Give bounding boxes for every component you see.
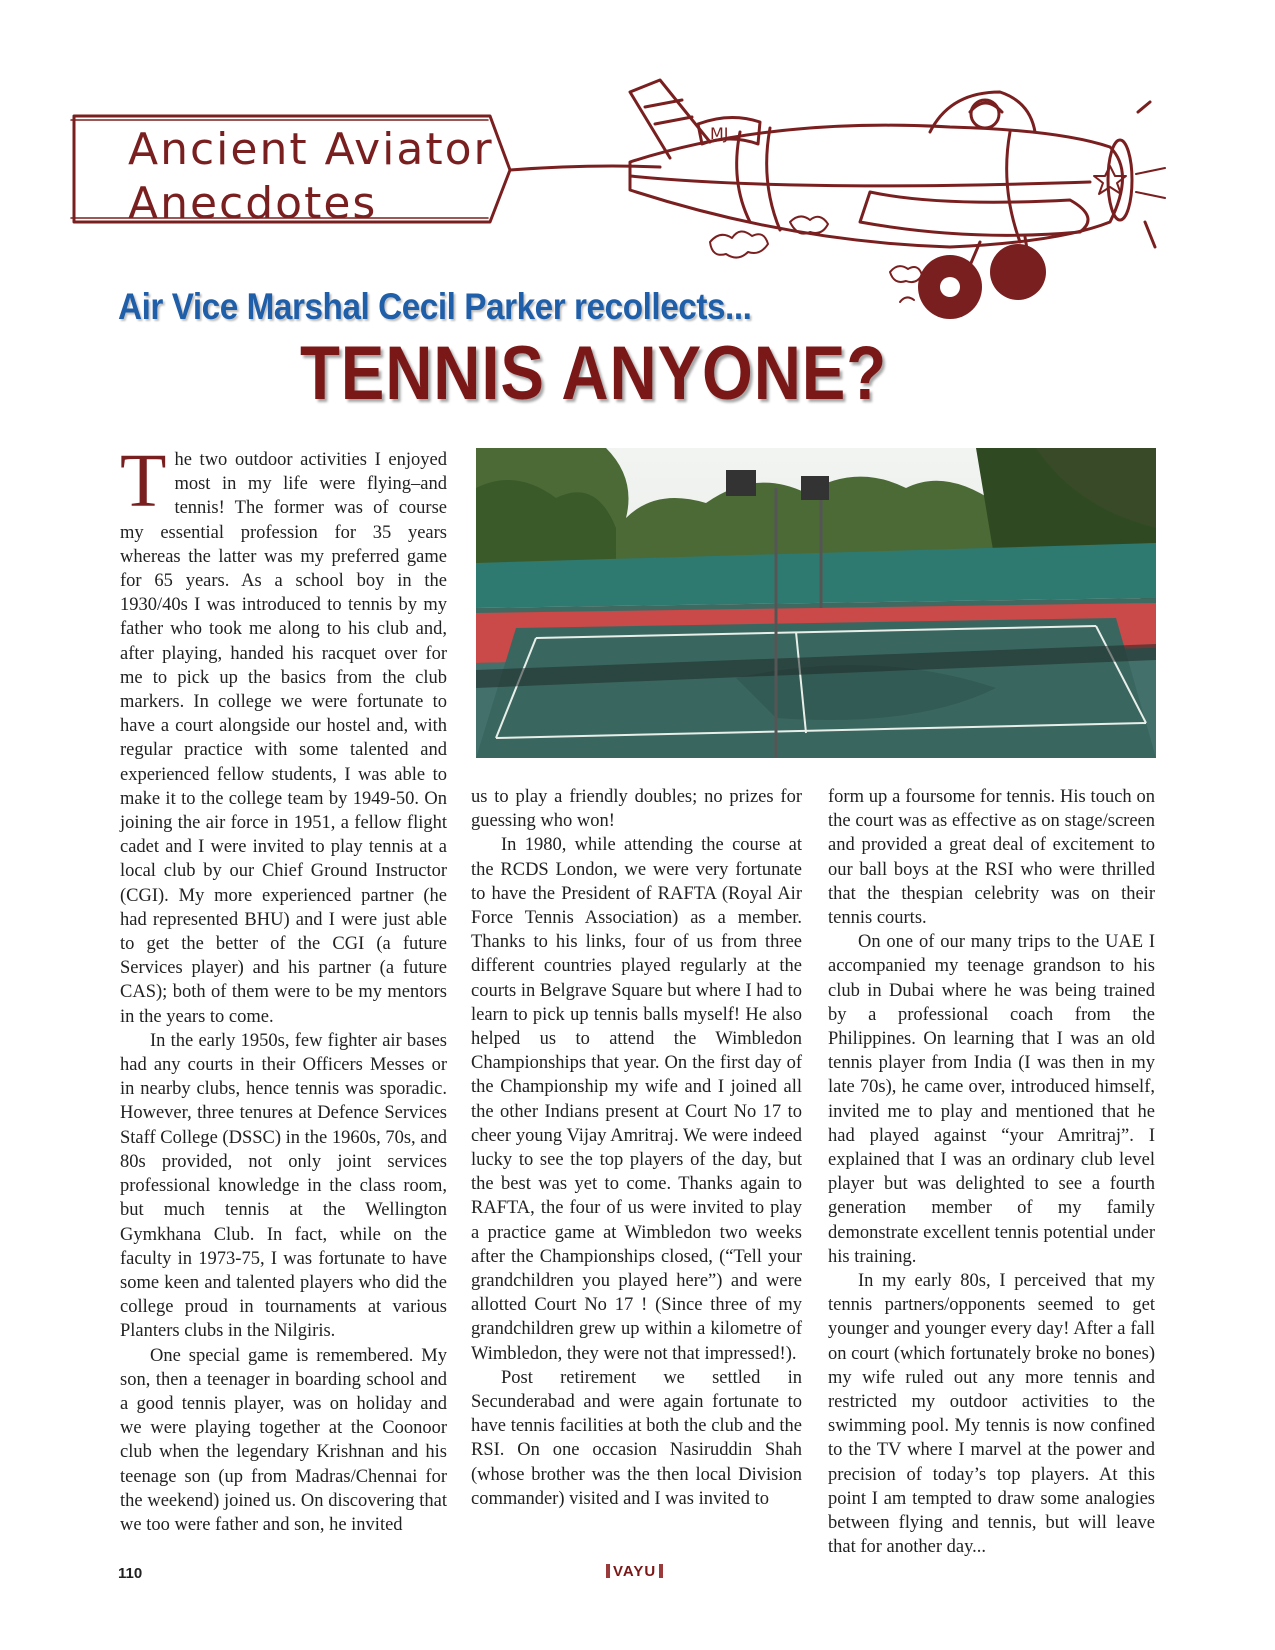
article-title: TENNIS ANYONE? xyxy=(300,331,888,416)
paragraph: In 1980, while attending the course at the RCDS London, we were very fortunate to have the President of RAFTA (Royal Air Force Tennis Association) as a member. Thanks to his links, four of us from three different countries played regularly at the courts in Belgrave Square but where I had to learn to pick up tennis balls myself! He also helped us to attend the Wimbledon Championships that year. On the first day of the Championship my wife and I joined all the other Indians present at Court No 17 to cheer young Vijay Amritraj. We were indeed lucky to see the top players of the day, but the best was yet to come. Thanks again to RAFTA, the four of us were invited to play a practice game at Wimbledon two weeks after the Championships closed, (“Tell your grandchildren you played here”) and were allotted Court No 17 ! (Since three of my grandchildren grew up within a kilometre of Wimbledon, they were not that impressed!). xyxy=(471,835,802,1364)
paragraph: On one of our many trips to the UAE I accompanied my teenage grandson to his club in Dubai where he was being trained by a professional coach from the Philippines. On learning that I was an old tennis player from India (I was then in my late 70s), he came over, introduced himself, invited me to play and mentioned that he had played against “your Amritraj”. I explained that I was an ordinary club level player but was delighted to see a fourth generation member of my family demonstrate excellent tennis potential under his training. xyxy=(828,932,1155,1267)
footer-brand-text: VAYU xyxy=(613,1563,657,1580)
paragraph: In my early 80s, I perceived that my tennis partners/opponents seemed to get younger and younger every day! After a fall on court (which fortunately broke no bones) my wife ruled out any more tennis and restricted my outdoor activities to the swimming pool. My tennis is now confined to the TV where I marvel at the power and precision of today’s top players. At this point I am tempted to draw some analogies between flying and tennis, but will leave that for another day... xyxy=(828,1271,1155,1558)
paragraph xyxy=(120,439,447,1029)
tennis-court-photo xyxy=(476,448,1156,758)
kicker-heading: Air Vice Marshal Cecil Parker recollects... xyxy=(118,286,752,327)
footer-brand xyxy=(603,1563,666,1580)
paragraph: us to play a friendly doubles; no prizes for guessing who won! xyxy=(471,787,802,832)
paragraph: Post retirement we settled in Secunderabad and were again fortunate to have tennis facilities at both the club and the RSI. On one occasion Nasiruddin Shah (whose brother was the then local Division commander) visited and I was invited to xyxy=(471,1367,802,1509)
paragraph-text: he two outdoor activities I enjoyed most in my life were flying–and tennis! The former was of course my essential profession for 35 years whereas the latter was my preferred game for 65 years. As a school boy in the 1930/40s I was introduced to tennis by my father who took me along to his club and, after playing, handed his racquet over for me to pick up the basics from the club markers. In college we were fortunate to have a court alongside our hostel and, with regular practice with some talented and experienced fellow students, I was able to make it to the college team by 1949-50. On joining the air force in 1951, a fellow flight cadet and I were invited to play tennis at a local club by our Chief Ground Instructor (CGI). My more experienced partner (he had represented BHU) and I were just able to get the better of the CGI (a future Services player) and his partner (a future CAS); both of them were to be my mentors in the years to come. xyxy=(120,450,447,1027)
plane-marking-text: MJ xyxy=(710,124,729,143)
paragraph: In the early 1950s, few fighter air bases had any courts in their Officers Messes or in nearby clubs, hence tennis was sporadic. However, three tenures at Defence Services Staff College (DSSC) in the 1960s, 70s, and 80s provided, not only joint services professional knowledge in the class room, but much tennis at the Wellington Gymkhana Club. In fact, while on the faculty in 1973-75, I was fortunate to have some keen and talented players who did the college proud in tournaments at various Planters clubs in the Nilgiris. xyxy=(120,1030,447,1342)
article-column-1 xyxy=(120,439,447,1537)
banner-title-line1: Ancient Aviator xyxy=(128,124,494,175)
page-number: 110 xyxy=(118,1565,143,1582)
drop-cap: T xyxy=(120,439,167,523)
article-column-2 xyxy=(471,785,802,1511)
article-column-3 xyxy=(828,785,1155,1560)
paragraph: One special game is remembered. My son, then a teenager in boarding school and a good tennis player, was on holiday and we were playing together at the Coonoor club when the legendary Krishnan and his teenage son (up from Madras/Chennai for the weekend) joined us. On discovering that we too were father and son, he invited xyxy=(120,1345,447,1535)
paragraph: form up a foursome for tennis. His touch on the court was as effective as on stage/screen and provided a great deal of excitement to our ball boys at the RSI who were thrilled that the thespian celebrity was on their tennis courts. xyxy=(828,787,1155,929)
banner-title-line2: Anecdotes xyxy=(128,178,378,229)
